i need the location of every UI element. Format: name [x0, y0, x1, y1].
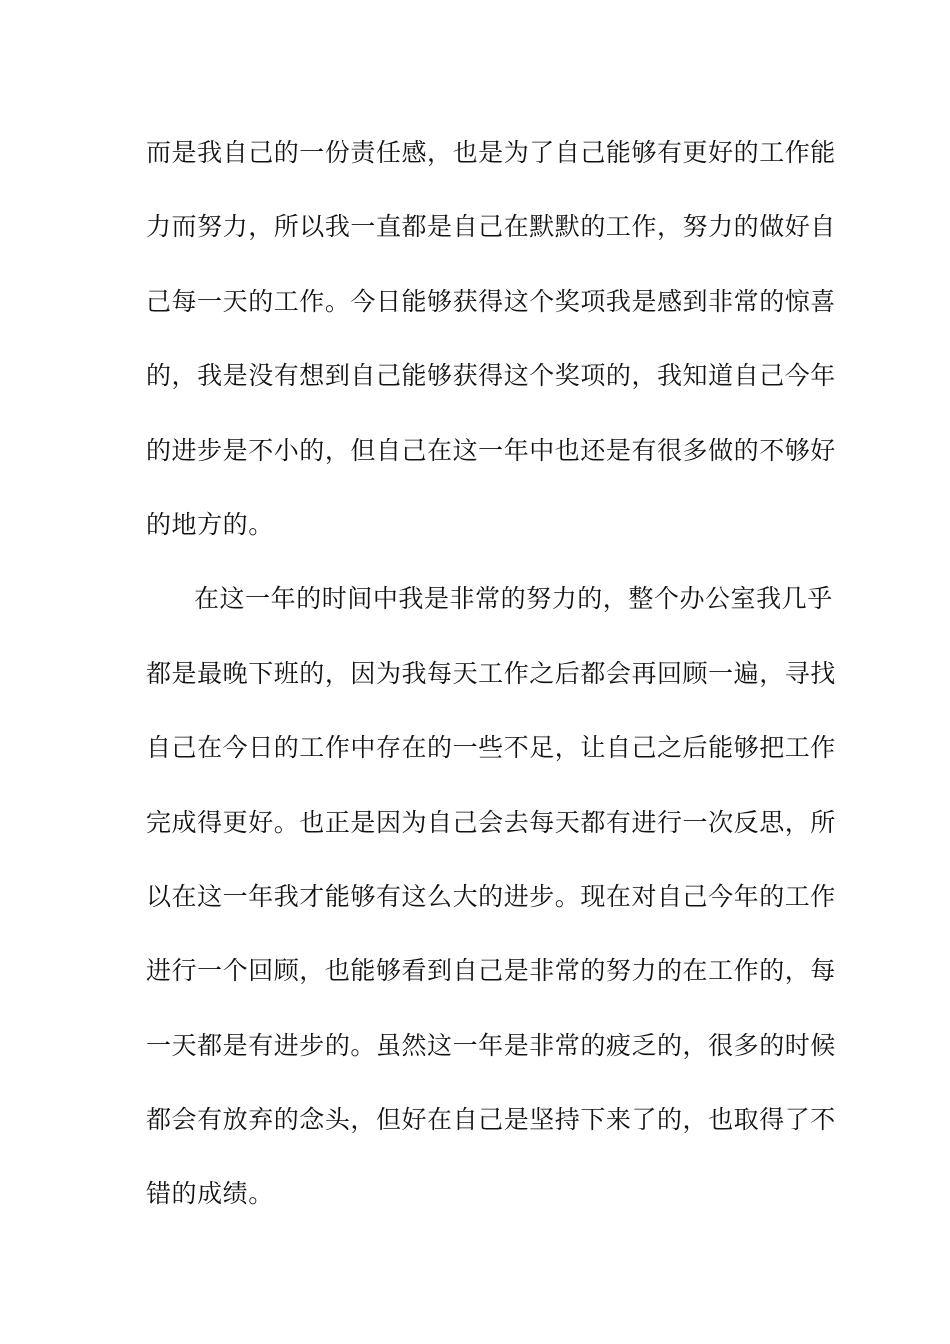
document-body [146, 128, 836, 1244]
paragraph-2-line-6: 进行一个回顾，也能够看到自己是非常的努力的在工作的，每 [146, 956, 836, 986]
paragraph-1-line-1: 而是我自己的一份责任感，也是为了自己能够有更好的工作能 [146, 138, 836, 167]
paragraph-2-line-4: 完成得更好。也正是因为自己会去每天都有进行一次反思，所 [146, 807, 836, 837]
paragraph-1-line-4: 的，我是没有想到自己能够获得这个奖项的，我知道自己今年 [146, 361, 836, 391]
paragraph-1-line-2: 力而努力，所以我一直都是自己在默默的工作，努力的做好自 [146, 212, 836, 242]
paragraph-2-line-3: 自己在今日的工作中存在的一些不足，让自己之后能够把工作 [146, 733, 836, 763]
paragraph-1-line-5: 的进步是不小的，但自己在这一年中也还是有很多做的不够好 [146, 435, 836, 465]
paragraph-1-line-3: 己每一天的工作。今日能够获得这个奖项我是感到非常的惊喜 [146, 286, 836, 316]
paragraph-2-line-1: 在这一年的时间中我是非常的努力的，整个办公室我几乎 [194, 584, 833, 614]
paragraph-2-line-7: 一天都是有进步的。虽然这一年是非常的疲乏的，很多的时候 [146, 1030, 836, 1060]
paragraph-2-line-8: 都会有放弃的念头，但好在自己是坚持下来了的，也取得了不 [146, 1105, 836, 1135]
paragraph-1-line-6: 的地方的。 [146, 509, 274, 539]
paragraph-2-line-5: 以在这一年我才能够有这么大的进步。现在对自己今年的工作 [146, 881, 836, 911]
paragraph-2-line-9: 错的成绩。 [146, 1179, 274, 1209]
paragraph-2-line-2: 都是最晚下班的，因为我每天工作之后都会再回顾一遍，寻找 [146, 658, 836, 688]
